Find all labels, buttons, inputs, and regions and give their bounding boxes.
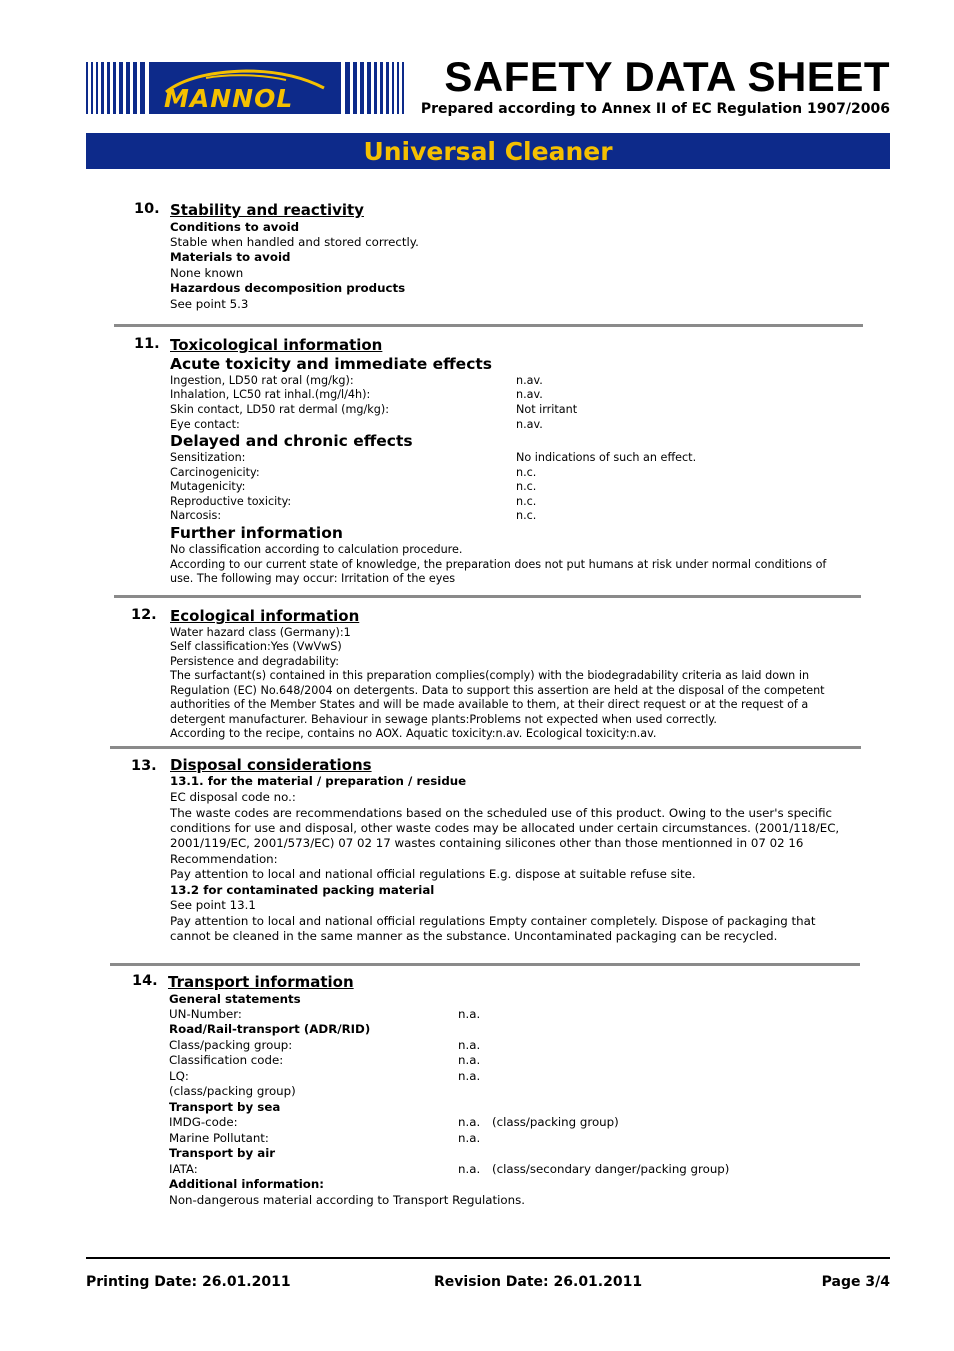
acute-row-label: Inhalation, LC50 rat inhal.(mg/l/4h): [170,388,371,401]
imdg-code-note: (class/packing group) [492,1115,619,1129]
acute-row-label: Ingestion, LD50 rat oral (mg/kg): [170,374,354,387]
delayed-row-label: Sensitization: [170,451,246,464]
disposal-line: Pay attention to local and national official regulations E.g. dispose at suitable refuse site. [170,867,696,881]
iata-value: n.a. [458,1162,481,1176]
disposal-line: 2001/119/EC, 2001/573/EC) 07 02 17 wastes containing silicones other than those mentionned in 07 02 16 [170,836,804,850]
iata-note: (class/secondary danger/packing group) [492,1162,730,1176]
delayed-row-label: Narcosis: [170,509,222,522]
imdg-code-label: IMDG-code: [169,1115,238,1129]
packing-line: Pay attention to local and national official regulations Empty container completely. Dispose of packaging that [170,914,816,928]
materials-to-avoid-text: None known [170,266,244,280]
packing-line: See point 13.1 [170,898,256,912]
imdg-code-value: n.a. [458,1115,481,1129]
product-name: Universal Cleaner [363,136,613,166]
ecological-line: detergent manufacturer. Behaviour in sewage plants:Problems not expected when used correctly. [170,713,717,726]
packing-line: cannot be cleaned in the same manner as the substance. Uncontaminated packaging can be recycled. [170,929,778,943]
lq-label: LQ: [169,1069,189,1083]
ecological-line: Persistence and degradability: [170,655,340,668]
footer-divider [86,1257,890,1259]
iata-label: IATA: [169,1162,198,1176]
section-13-number: 13. [131,758,157,774]
section-divider [110,746,861,749]
marine-pollutant-value: n.a. [458,1131,481,1145]
class-packing-group-label: Class/packing group: [169,1038,293,1052]
delayed-row-label: Mutagenicity: [170,480,246,493]
delayed-row-value: n.c. [516,495,537,508]
section-11-title: Toxicological information [170,336,383,354]
section-divider [110,963,860,966]
delayed-row-value: n.c. [516,480,537,493]
general-statements-label: General statements [169,992,301,1006]
delayed-row-value: n.c. [516,466,537,479]
product-banner [86,133,890,169]
transport-by-sea-label: Transport by sea [169,1100,281,1114]
disposal-line: EC disposal code no.: [170,790,296,804]
delayed-effects-heading: Delayed and chronic effects [170,432,413,450]
disposal-line: Recommendation: [170,852,278,866]
un-number-label: UN-Number: [169,1007,242,1021]
further-information-line: No classification according to calculation procedure. [170,543,463,556]
delayed-row-value: No indications of such an effect. [516,451,697,464]
document-title: SAFETY DATA SHEET [444,53,890,100]
classification-code-value: n.a. [458,1053,481,1067]
lq-note: (class/packing group) [169,1084,296,1098]
printing-date: Printing Date: 26.01.2011 [86,1274,291,1290]
further-information-line: According to our current state of knowledge, the preparation does not put humans at risk under normal conditions of [170,558,827,571]
ecological-line: According to the recipe, contains no AOX. Aquatic toxicity:n.av. Ecological toxicity:n.av. [170,727,657,740]
disposal-line: conditions for use and disposal, other waste codes may be allocated under certain circumstances. (2001/118/EC, [170,821,840,835]
section-11-number: 11. [134,336,160,352]
acute-row-value: n.av. [516,418,543,431]
acute-row-value: n.av. [516,374,543,387]
materials-to-avoid-label: Materials to avoid [170,250,291,264]
delayed-row-label: Reproductive toxicity: [170,495,292,508]
delayed-row-value: n.c. [516,509,537,522]
document-subtitle: Prepared according to Annex II of EC Regulation 1907/2006 [420,101,890,117]
page-number: Page 3/4 [821,1274,890,1290]
road-rail-transport-label: Road/Rail-transport (ADR/RID) [169,1022,371,1036]
section-13-title: Disposal considerations [170,756,372,774]
decomposition-products-text: See point 5.3 [170,297,249,311]
packing-subheading: 13.2 for contaminated packing material [170,883,435,897]
classification-code-label: Classification code: [169,1053,284,1067]
disposal-line: The waste codes are recommendations based on the scheduled use of this product. Owing to the user's specific [170,806,832,820]
marine-pollutant-label: Marine Pollutant: [169,1131,269,1145]
ecological-line: Regulation (EC) No.648/2004 on detergents. Data to support this assertion are held at the disposal of the competent [170,684,825,697]
decomposition-products-label: Hazardous decomposition products [170,281,406,295]
ecological-line: Self classification:Yes (VwVwS) [170,640,342,653]
additional-information-text: Non-dangerous material according to Transport Regulations. [169,1193,526,1207]
transport-by-air-label: Transport by air [169,1146,276,1160]
section-10-number: 10. [134,201,160,217]
un-number-value: n.a. [458,1007,481,1021]
lq-value: n.a. [458,1069,481,1083]
acute-row-label: Skin contact, LD50 rat dermal (mg/kg): [170,403,390,416]
section-divider [114,595,861,598]
acute-toxicity-heading: Acute toxicity and immediate effects [170,355,493,373]
conditions-to-avoid-label: Conditions to avoid [170,220,300,234]
logo-text: MANNOL [164,84,294,113]
section-12-number: 12. [131,607,157,623]
class-packing-group-value: n.a. [458,1038,481,1052]
section-14-title: Transport information [168,973,354,991]
acute-row-label: Eye contact: [170,418,240,431]
revision-date: Revision Date: 26.01.2011 [434,1274,643,1290]
section-10-title: Stability and reactivity [170,201,364,219]
ecological-line: authorities of the Member States and will be made available to them, at their direct request or at the request of a [170,698,809,711]
further-information-line: use. The following may occur: Irritation of the eyes [170,572,456,585]
section-14-number: 14. [132,973,158,989]
acute-row-value: n.av. [516,388,543,401]
conditions-to-avoid-text: Stable when handled and stored correctly. [170,235,419,249]
section-divider [114,324,863,327]
ecological-line: The surfactant(s) contained in this preparation complies(comply) with the biodegradability criteria as laid down in [170,669,810,682]
disposal-subheading: 13.1. for the material / preparation / residue [170,774,467,788]
ecological-line: Water hazard class (Germany):1 [170,626,351,639]
section-12-title: Ecological information [170,607,360,625]
acute-row-value: Not irritant [516,403,578,416]
further-information-heading: Further information [170,524,343,542]
additional-information-label: Additional information: [169,1177,325,1191]
mannol-logo [86,62,406,114]
delayed-row-label: Carcinogenicity: [170,466,260,479]
